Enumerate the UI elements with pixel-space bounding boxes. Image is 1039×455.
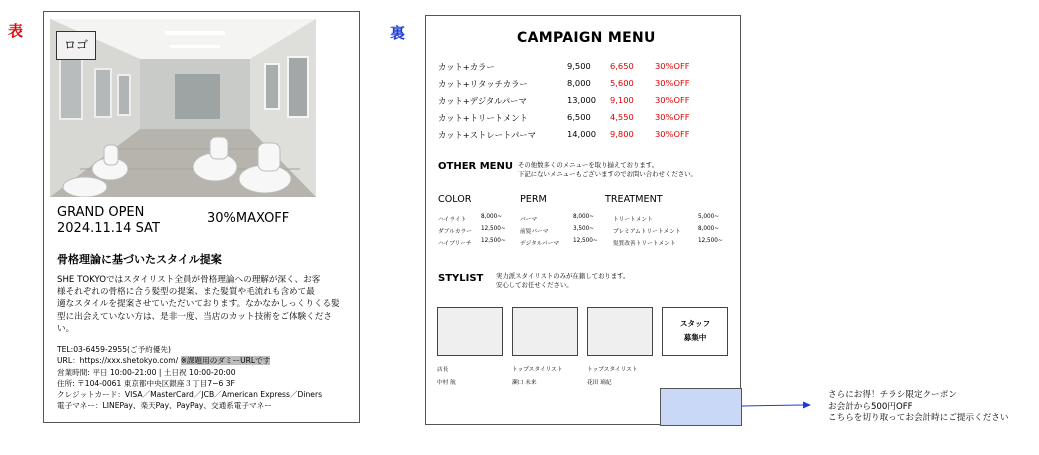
treatment-price: 5,000~ [698, 214, 720, 220]
treatment-item: プレミアムトリートメント [613, 229, 681, 235]
treatment-item: 髪質改善トリートメント [613, 241, 676, 247]
back-flyer [425, 15, 741, 425]
stylist-photo-placeholder [512, 307, 578, 356]
stylist-name: 中村 航 [437, 380, 456, 386]
perm-item: パーマ [520, 217, 538, 223]
hours-line: 営業時間: 平日 10:00-21:00 | 土日祝 10:00-20:00 [57, 367, 236, 377]
treatment-item: トリートメント [613, 217, 653, 223]
stylist-name: 瀬口 未来 [512, 380, 537, 386]
other-menu-title: OTHER MENU [438, 161, 513, 172]
stylist-photo-placeholder [437, 307, 503, 356]
stylist-role: 店長 [437, 367, 449, 373]
stylist-note: 実力派スタイリストのみが在籍しております。 安心してお任せください。 [496, 272, 630, 289]
color-item: ダブルカラー [438, 229, 472, 235]
perm-price: 3,500~ [573, 226, 595, 232]
campaign-row: カット+リタッチカラー 8,000 5,600 30%OFF [438, 78, 690, 89]
salon-description: SHE TOKYOではスタイリスト全員が骨格理論への理解が深く、お客 様それぞれの骨格に合う髪型の提案、また髪質や毛流れも含めて最 適なスタイルを提案させていただいております。なかなかしっくりくる髪 型に出会えていない方は、是非一度、当店のカット技術をご体験くださ い。 [57, 275, 340, 334]
coupon-cutout[interactable] [660, 388, 742, 426]
max-off-text: 30%MAXOFF [207, 211, 290, 226]
perm-item: デジタルパーマ [520, 241, 560, 247]
staff-recruit-box: スタッフ 募集中 [662, 307, 728, 356]
tel-line: TEL:03-6459-2955(ご予約優先) [57, 345, 171, 354]
campaign-row: カット+トリートメント 6,500 4,550 30%OFF [438, 112, 690, 123]
coupon-arrow-icon [741, 400, 811, 412]
campaign-row: カット+ストレートパーマ 14,000 9,800 30%OFF [438, 129, 690, 140]
campaign-row: カット+デジタルパーマ 13,000 9,100 30%OFF [438, 95, 690, 106]
treatment-price: 12,500~ [698, 238, 723, 244]
logo-placeholder: ロゴ [56, 31, 96, 60]
back-side-label: 裏 [390, 24, 406, 42]
perm-price: 12,500~ [573, 238, 598, 244]
stylist-photo-placeholder [587, 307, 653, 356]
perm-price: 8,000~ [573, 214, 595, 220]
color-price: 12,500~ [481, 238, 506, 244]
grand-open-title: GRAND OPEN 2024.11.14 SAT [57, 205, 160, 236]
address-line: 住所: 〒104-0061 東京都中央区銀座３丁目7−6 3F [57, 378, 235, 388]
treatment-price: 8,000~ [698, 226, 720, 232]
emoney-line: 電子マネー：LINEPay、楽天Pay、PayPay、交通系電子マネー [57, 401, 272, 411]
stylist-role: トップスタイリスト [512, 367, 563, 373]
other-menu-note: その他数多くのメニューを取り揃えております。 下記にないメニューもございますのでお問い合わせください。 [518, 161, 697, 178]
style-heading: 骨格理論に基づいたスタイル提案 [57, 253, 222, 266]
color-price: 8,000~ [481, 214, 503, 220]
stylist-role: トップスタイリスト [587, 367, 638, 373]
coupon-note: さらにお得！チラシ限定クーポン お会計から500円OFF こちらを切り取ってお会計時にご提示ください [828, 390, 1009, 423]
color-item: ハイブリーチ [438, 241, 472, 247]
treatment-category-title: TREATMENT [605, 194, 663, 205]
open-date: 2024.11.14 SAT [57, 221, 160, 236]
url-line[interactable]: URL：https://xxx.shetokyo.com/ ※課題用のダミーURLです [57, 356, 271, 366]
color-category-title: COLOR [438, 194, 472, 205]
color-price: 12,500~ [481, 226, 506, 232]
perm-item: 前髪パーマ [520, 229, 549, 235]
stylist-name: 花田 璃紀 [587, 380, 612, 386]
color-item: ハイライト [438, 217, 467, 223]
credit-card-line: クレジットカード：VISA／MasterCard／JCB／American Express／Diners [57, 390, 323, 400]
front-side-label: 表 [8, 22, 24, 40]
campaign-menu-title: CAMPAIGN MENU [517, 30, 656, 46]
front-flyer [43, 11, 360, 423]
salon-interior-photo [50, 19, 316, 197]
perm-category-title: PERM [520, 194, 547, 205]
contact-info [57, 344, 322, 412]
campaign-row: カット+カラー 9,500 6,650 30%OFF [438, 61, 690, 72]
stylist-title: STYLIST [438, 273, 484, 284]
